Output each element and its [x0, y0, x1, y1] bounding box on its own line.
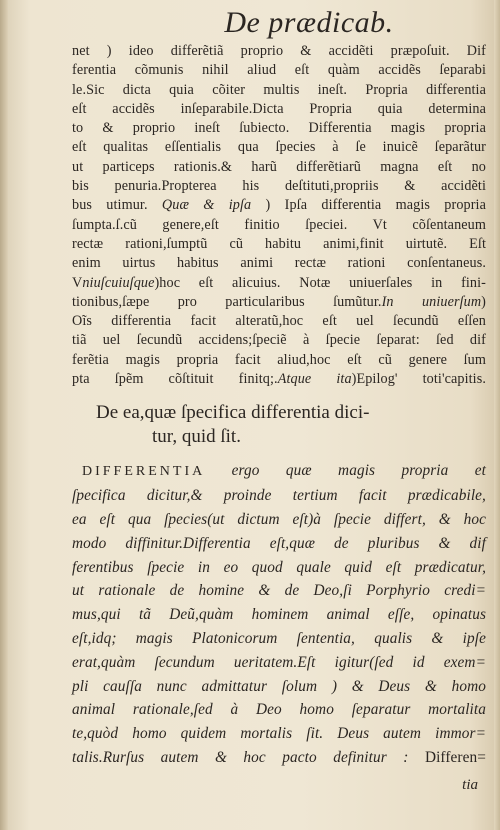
running-head: De prædicab.: [224, 6, 394, 39]
commentary-line: [72, 100, 486, 119]
line-text: ferentibus ſpecie in eo quod quale quid eſt prædicatur,: [72, 558, 486, 576]
line-text: pta ſpẽm cõſtituit finitq;.: [72, 371, 278, 388]
section-heading-line-2: tur, quid ſit.: [152, 426, 241, 448]
commentary-line: [72, 351, 486, 370]
main-text-line: [72, 746, 486, 770]
commentary-block: [72, 42, 486, 389]
opening-word: DIFFERENTIA: [82, 464, 206, 480]
commentary-line: [72, 370, 486, 389]
commentary-line: [72, 158, 486, 177]
commentary-line: [72, 42, 486, 61]
line-text: ea eſt qua ſpecies(ut dictum eſt)à ſpecie differt, & hoc: [72, 510, 486, 528]
commentary-line: [72, 119, 486, 138]
commentary-line: [72, 138, 486, 157]
line-text: tiã uel ſecundũ accidens;ſpeciẽ à ſpecie ſeparat: ſed dif: [72, 332, 486, 349]
page-gutter-shadow: [0, 0, 8, 830]
line-text: ): [481, 293, 486, 310]
main-text-line: [72, 508, 486, 532]
lemma-italic: niuſcuiuſque: [82, 274, 155, 291]
line-text: Differentia eſt,quæ de pluribus & dif: [183, 534, 486, 552]
line-text: eſt qualitas eſſentialis qua ſpecies à ſe inuicẽ ſeparãtur: [72, 139, 486, 156]
lemma-italic: In uniuerſum: [381, 293, 482, 310]
line-text: Differen=: [424, 748, 486, 766]
main-text-line: [72, 556, 486, 580]
commentary-line: [72, 293, 486, 312]
line-text: le.Sic dicta quia cõiter multis ineſt. Propria differentia: [72, 81, 486, 98]
commentary-line: [72, 196, 486, 215]
line-text: eſt accidẽs inſeparabile.Dicta Propria quia determina: [72, 100, 486, 117]
main-text-line: [72, 484, 486, 508]
line-text: pli cauſſa nunc admittatur ſolum ) & Deus & homo: [72, 677, 486, 695]
commentary-line: [72, 274, 486, 293]
line-text: ergo quæ magis propria et: [205, 462, 486, 480]
main-text-line: [72, 579, 486, 603]
main-text-line: [72, 722, 486, 746]
line-text: eſt,idq; magis Platonicorum ſententia, qualis & ipſe: [72, 629, 486, 647]
line-text: ſumpta.ſ.cũ genere,eſt finitio ſpeciei. Vt cõſentaneum: [72, 216, 486, 233]
line-text: tionibus,ſæpe pro particularibus ſumũtur.: [72, 293, 382, 310]
line-text: )Epilog' toti'capitis.: [351, 371, 486, 388]
main-text-line: [72, 532, 486, 556]
catchword: tia: [462, 777, 478, 793]
commentary-line: [72, 254, 486, 273]
main-text-line: [72, 459, 486, 484]
main-text-line: [72, 603, 486, 627]
main-text-line: [72, 698, 486, 722]
line-text: ) Ipſa differentia magis propria: [251, 197, 486, 214]
line-text: rectæ rationi,ſumptũ cũ habitu animi,finit uirtutẽ. Eſt: [72, 235, 486, 252]
line-text: erat,quàm ſecundum ueritatem.Eſt igitur(ſed id exem=: [72, 653, 486, 671]
commentary-line: [72, 235, 486, 254]
line-text: to & proprio ineſt ſubiecto. Differentia magis propria: [72, 120, 486, 137]
page-edge-shadow: [494, 0, 500, 830]
line-text: ut rationale de homine & de Deo,ſi Porphyrio credi=: [72, 582, 486, 600]
line-text: modo diffinitur.: [72, 534, 184, 552]
line-text: ferẽtia magis propria facit aliud,hoc eſt cũ genere ſum: [72, 351, 486, 368]
commentary-line: [72, 61, 486, 80]
line-text: enim uirtus habitus animi rectæ rationi conſentaneus.: [72, 255, 486, 272]
commentary-line: [72, 216, 486, 235]
main-text-line: [72, 675, 486, 699]
line-text: )hoc eſt alicuius. Notæ uniuerſales in fini-: [154, 274, 486, 291]
line-text: bus utimur.: [72, 197, 162, 214]
line-text: ſpecifica dicitur,& proinde tertium facit prædicabile,: [72, 487, 486, 505]
main-text-block: [72, 459, 486, 769]
lemma-italic: Quæ & ipſa: [161, 197, 252, 214]
main-text-line: [72, 627, 486, 651]
line-text: mus,qui tã Deũ,quàm hominem animal eſſe, opinatus: [72, 606, 486, 624]
line-text: bis penuria.Propterea his deſtituti,propriis & accidẽti: [72, 178, 486, 195]
commentary-line: [72, 312, 486, 331]
commentary-line: [72, 81, 486, 100]
line-text: animal rationale,ſed à Deo homo ſeparatur mortalita: [72, 701, 486, 719]
line-text: talis.Rurſus autem & hoc pacto definitur :: [72, 748, 425, 766]
lemma-italic: Atque ita: [277, 371, 352, 388]
line-text: ut particeps rationis.& harũ differẽtiarũ magna eſt no: [72, 158, 486, 175]
line-text: Oĩs differentia facit alteratũ,hoc eſt uel ſecundũ eſſen: [72, 313, 486, 330]
section-heading-line-1: De ea,quæ ſpecifica differentia dici-: [96, 402, 370, 424]
line-text: te,quòd homo quidem mortalis ſit. Deus autem immor=: [72, 725, 486, 743]
commentary-line: [72, 331, 486, 350]
main-text-line: [72, 651, 486, 675]
line-text: ferentia cõmunis nihil aliud eſt quàm accidẽs ſeparabi: [72, 62, 486, 79]
section-heading: [96, 401, 486, 449]
commentary-line: [72, 177, 486, 196]
line-text: V: [72, 274, 83, 291]
line-text: net ) ideo differẽtiã proprio & accidẽti præpoſuit. Dif: [72, 43, 486, 59]
